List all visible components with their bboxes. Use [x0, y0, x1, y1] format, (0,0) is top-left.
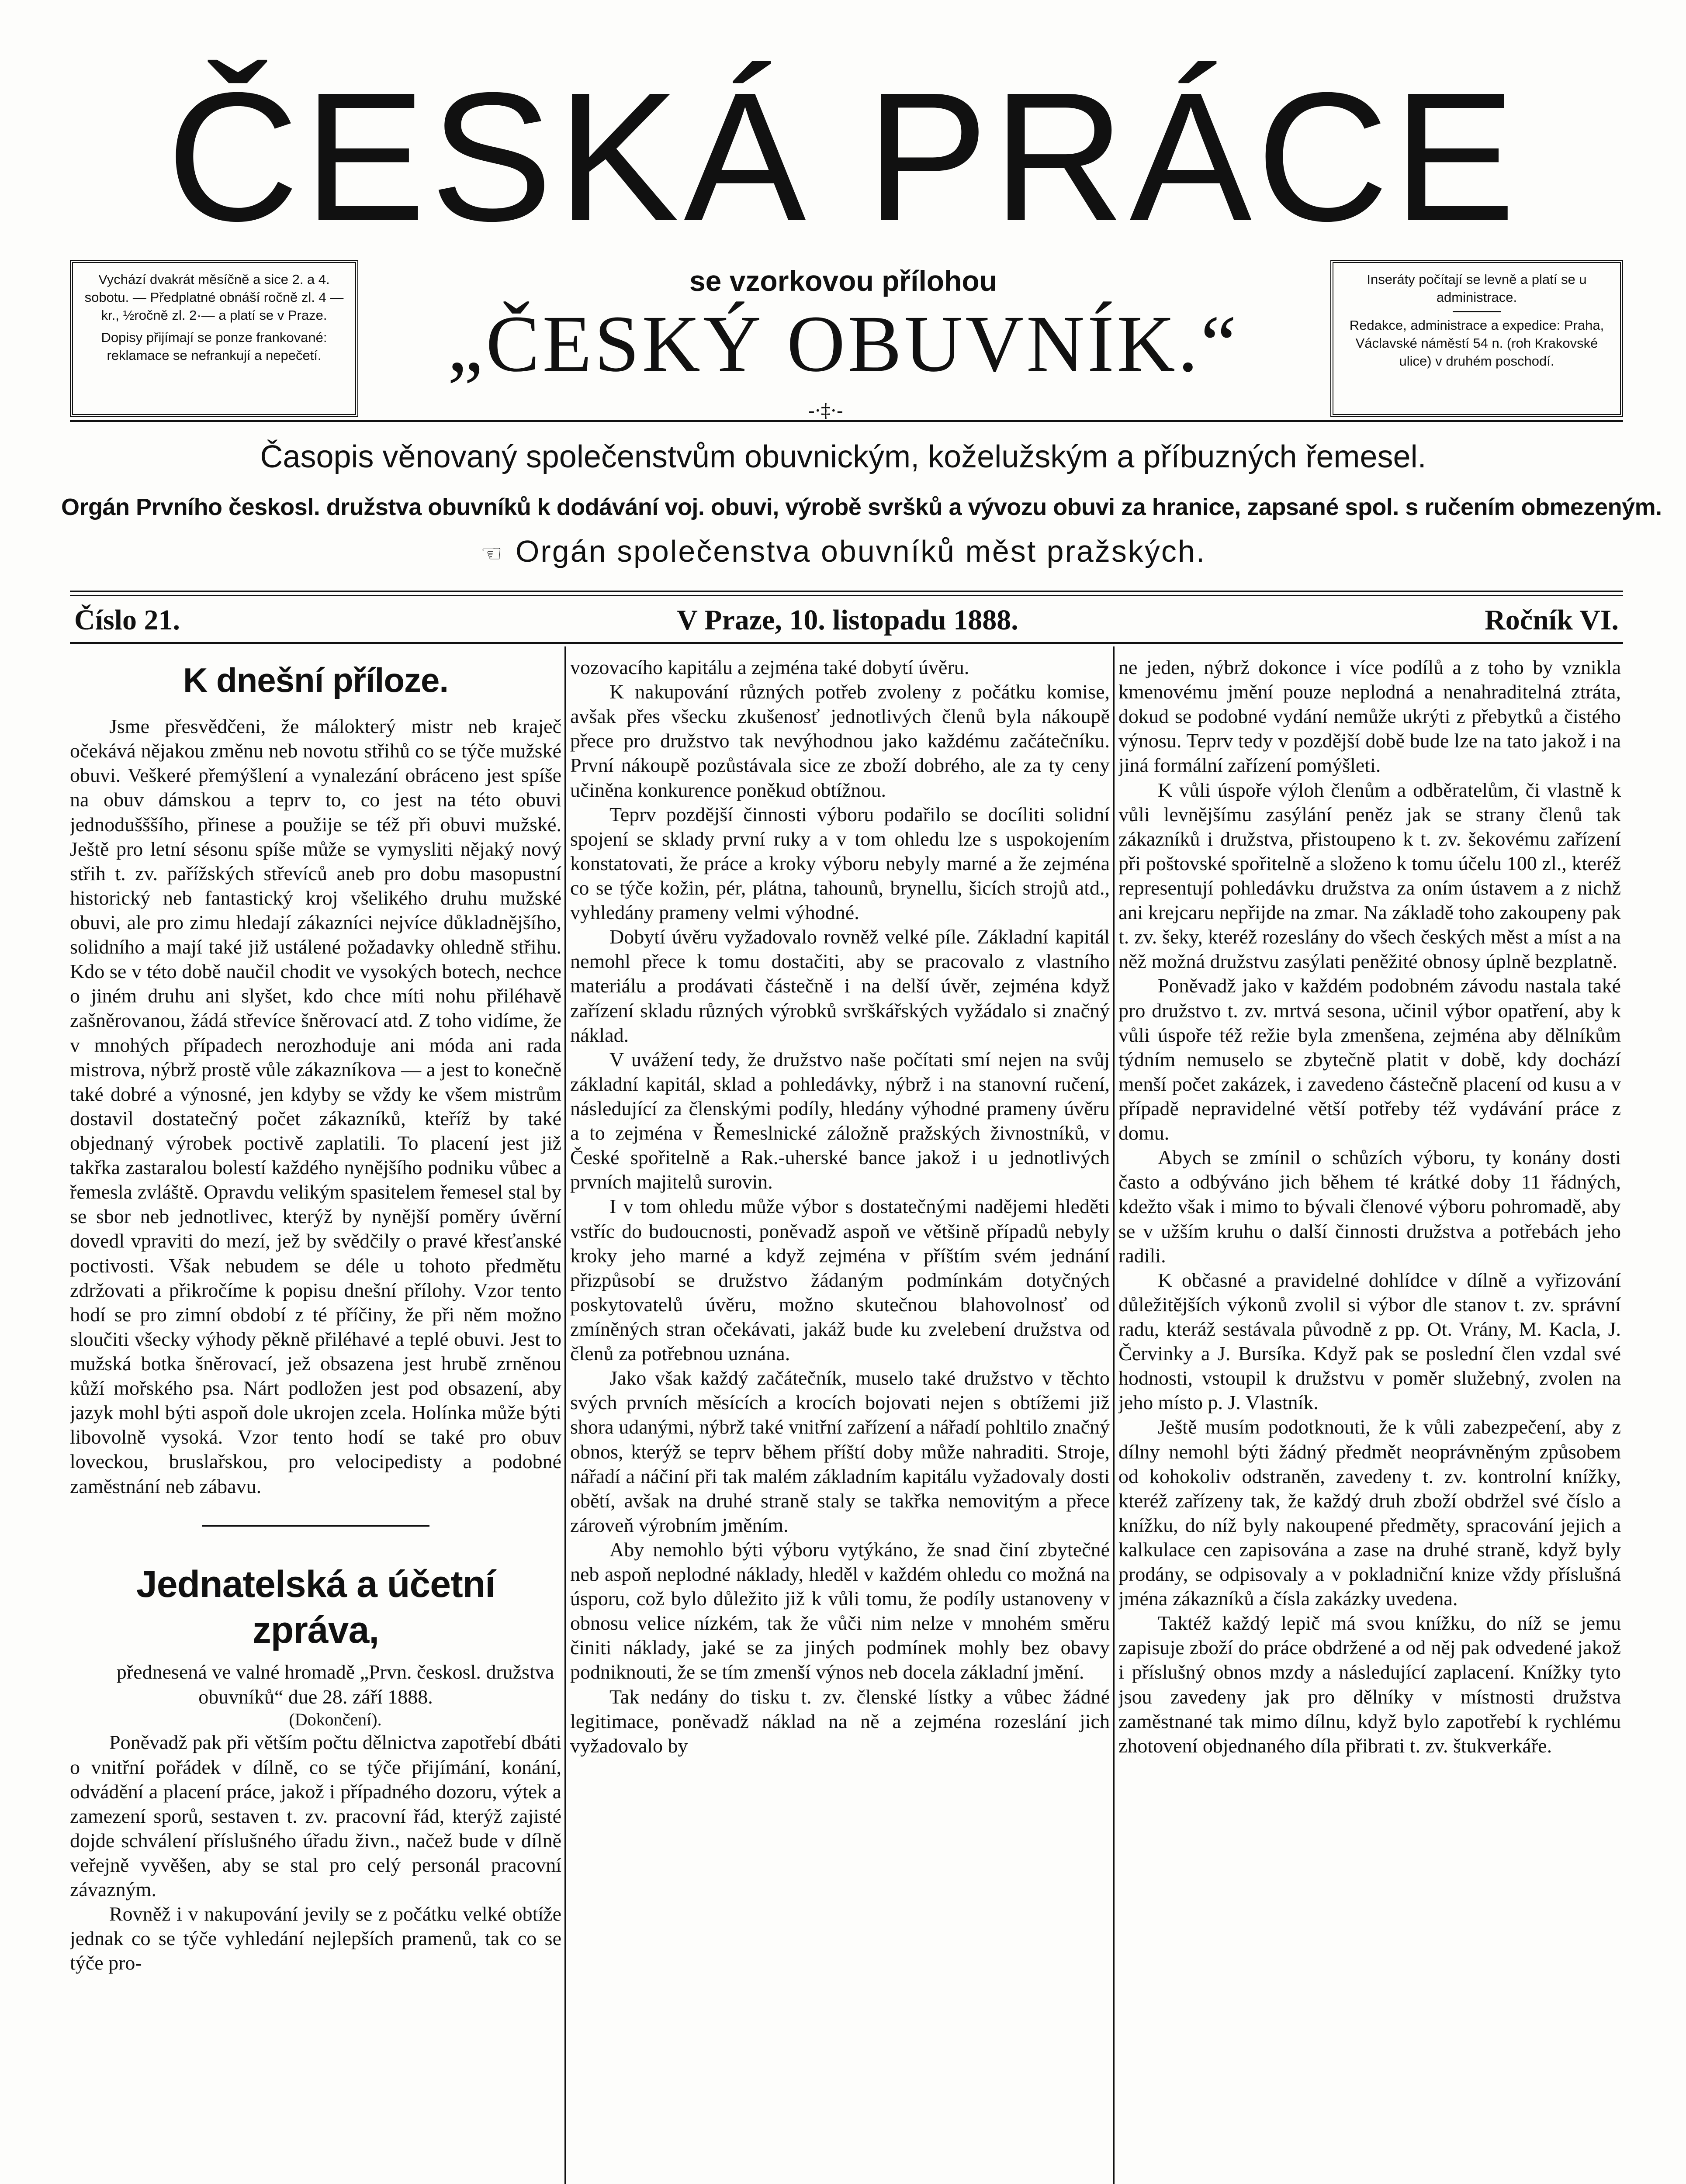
article-paragraph: Dobytí úvěru vyžadovalo rovněž velké píle. Základní kapitál nemohl přece k tomu dostačiti, aby se pracovalo z vlastního materiálu a prodávati částečně i na delší úvěr, zejména když zařízení skladu různých výrobků svrškářských vyžádalo si značný náklad.	[570, 926, 1110, 1046]
masthead-title: ČESKÁ PRÁCE	[166, 55, 1520, 259]
divider	[70, 591, 1623, 592]
article-paragraph: Poněvadž pak při větším počtu dělnictva zapotřebí dbáti o vnitřní pořádek v dílně, co se týče přijímání, konání, odvádění a placení práce, jakož i případného dozoru, výtek a zamezení sporů, sestaven t. zv. pracovní řád, kterýž zajisté dojde schválení příslušného úřadu živn., načež bude v dílně veřejně vyvěšen, aby se stal pro celý personál pracovní závazným.	[70, 1731, 561, 1901]
subscription-info-box	[70, 260, 358, 417]
ornament: -·‡·-	[808, 400, 843, 422]
column-3	[1118, 655, 1621, 2184]
article-paragraph: ne jeden, nýbrž dokonce i více podílů a z toho by vznikla kmenovému jmění pouze neplodná a nenahraditelná ztráta, dokud se podobné vydání nemůže ukrýti z přebytků a čistého výnosu. Teprv tedy v pozdější době bude lze na tato jakož i na jiná formální zařízení pomýšleti.	[1118, 656, 1621, 777]
column-1	[70, 655, 561, 2184]
administration-info-box	[1330, 260, 1623, 417]
issue-date: V Praze, 10. listopadu 1888.	[677, 604, 1018, 636]
box-separator	[1453, 311, 1501, 312]
article-paragraph: K nakupování různých potřeb zvoleny z počátku komise, avšak přes všecku zkušenosť jednotlivých členů byla nákoupě přece pro družstvo tak nevýhodnou jako každému začátečníku. První nákoupě pozůstávala sice ze zboží dobrého, ale za ty ceny učiněna konkurence poněkud obtížnou.	[570, 681, 1110, 801]
article-paragraph: V uvážení tedy, že družstvo naše počítati smí nejen na svůj základní kapitál, sklad a pohledávky, nýbrž i na stanovní ručení, následující za členskými podíly, hledány výhodné prameny úvěru a to zejména v Řemeslnické záložně pražských živnostníků, v České spořitelně a Rak.-uherské bance jakož i u jednotlivých prvních majitelů surovin.	[570, 1048, 1110, 1193]
supplement-line: se vzorkovou přílohou	[689, 265, 997, 297]
divider	[70, 642, 1623, 644]
issue-number: Číslo 21.	[74, 604, 180, 636]
subscription-text: Vychází dvakrát měsíčně a sice 2. a 4. sobotu. — Předplatné obnáší ročně zl. 4 — kr., ½ročně zl. 2·— a platí se v Praze.	[84, 272, 344, 323]
article-paragraph: Abych se zmínil o schůzích výboru, ty konány dosti často a odbýváno jich během té krátké doby 11 řádných, kdežto však i mimo to bývali členové výboru pohromadě, aby se v užším kruhu o další činnosti družstva a potřebách jeho radili.	[1118, 1146, 1621, 1267]
supplement-title: „ČESKÝ OBUVNÍK.“	[447, 299, 1239, 389]
column-divider	[1113, 646, 1115, 2184]
section-divider	[202, 1525, 429, 1527]
article-paragraph: Jsme přesvědčeni, že málokterý mistr neb kraječ očekává nějakou změnu neb novotu střihů co se týče mužské obuvi. Veškeré přemýšlení a vynalezání obráceno jest spíše na obuv dámskou a teprv to, co jest na této obuvi jednodušššího, přinese a použije se též při obuvi mužské. Ještě pro letní sésonu spíše může se vymysliti nějaký nový střih t. zv. pařížských střevíců aneb pro dobu masopustní historický neb fantastický kroj všelikého druhu mužské obuvi, ale pro zimu hledají zákazníci nejvíce důkladnějšího, solidního a mají také již ustálené požadavky ohledně střihu. Kdo se v této době naučil chodit ve vysokých botech, nechce o jiném druhu ani slyšet, kdo chce míti nohu přiléhavě zašněrovanou, žádá střevíce šněrovací atd. Z toho vidíme, že v mnohých případech nerozhoduje ani móda ani rada mistrova, nýbrž prostě vůle zákazníkova — a jest to konečně také dobré a výnosné, jen kdyby se vždy ke všem mistrům dostavil dostatečný počet zákazníků, kteříž by také objednaný výrobek poctivě zaplatili. To placení jest již takřka zastaralou bolestí každého nynějšího podniku vůbec a řemesla zvláště. Opravdu velikým spasitelem řemesel stal by se sbor neb jednotlivec, kterýž by nynější poměry úvěrní dovedl vpraviti do mezí, jež by svědčily o pravé křesťanské poctivosti. Však nebudem se déle u tohoto předmětu zdržovati a přikročíme k popisu dnešní přílohy. Vzor tento hodí se pro zimní období z té příčiny, že při něm možno sloučiti všecky výhody pěkně přiléhavé a teplé obuvi. Jest to mužská botka šněrovací, jež obsazena jest hrubě zrněnou kůží mořského psa. Nárt podložen jest pod obsazení, aby jazyk mohl býti aspoň dole ukrojen zcela. Holínka může býti libovolně vysoká. Vzor tento hodí se také pro obuv loveckou, bruslařskou, pro velocipedisty a podobné zaměstnání neb zábavu.	[70, 715, 561, 1497]
article-paragraph: Teprv pozdější činnosti výboru podařilo se docíliti solidní spojení se sklady první ruky a v tom ohledu lze s uspokojením konstatovati, že práce a kroky výboru nebyly marné a že zejména co se týče kožin, pér, plátna, tahounů, brynellu, šicích strojů atd., vyhledány prameny velmi výhodné.	[570, 803, 1110, 924]
article-title: K dnešní příloze.	[183, 661, 449, 699]
advertising-text: Inseráty počítají se levně a platí se u administrace.	[1367, 272, 1587, 305]
report-title: Jednatelská a účetní zpráva,	[136, 1563, 495, 1651]
article-paragraph: Aby nemohlo býti výboru vytýkáno, že snad činí zbytečné neb aspoň neplodné náklady, hleděl v každém ohledu co možná na úsporu, což bylo důležito již k vůli tomu, že podíly ustanoveny v obnosu velice nízkém, tak že vůči nim nelze v mnohém směru činiti náklady, jaké se za jiných podmínek mohly bez obavy podniknouti, že se tím zmenší výnos neb docela základní jmění.	[570, 1538, 1110, 1683]
article-paragraph: Ještě musím podotknouti, že k vůli zabezpečení, aby z dílny nemohl býti žádný předmět neoprávněným způsobem od kohokoliv odstraněn, zavedeny t. zv. kontrolní knížky, kteréž zařízeny tak, že každý druh zboží obdržel své číslo a knížku, do níž byly nakoupené předměty, spracování jejich a kalkulace cen zapisována a zase na druhé straně, když byly prodány, se odpisovaly a v pokladniční knize vždy příslušná jména zákazníků a čísla zakázky uvedena.	[1118, 1416, 1621, 1610]
column-divider	[564, 646, 566, 2184]
issue-volume: Ročník VI.	[1485, 604, 1619, 636]
article-paragraph: Jako však každý začátečník, muselo také družstvo v těchto svých prvních měsících a krocích bojovati nejen s obtížemi již shora udanými, nýbrž také vnitřní zařízení a nářadí pohltilo značný obnos, kterýž se teprv během příští doby může nahraditi. Stroje, nářadí a náčiní při tak malém základním kapitálu vyžadovaly dosti obětí, avšak na druhé straně staly se takřka nemovitým a přece zároveň výrobním jměním.	[570, 1367, 1110, 1536]
article-paragraph: vozovacího kapitálu a zejména také dobytí úvěru.	[570, 656, 969, 678]
organ-line-guild	[61, 534, 1625, 569]
divider	[70, 595, 1623, 596]
article-paragraph: K občasné a pravidelné dohlídce v dílně a vyřizování důležitějších výkonů zvolil si výbor dle stanov t. zv. správní radu, kteráž sestávala původně z pp. Ot. Vrány, M. Kacla, J. Červinky a J. Bursíka. Když pak se poslední člen vzdal své hodnosti, vstoupil k družstvu v poměr služebný, zvolen na jeho místo p. J. Vlastník.	[1118, 1268, 1621, 1414]
article-paragraph: Taktéž každý lepič má svou knížku, do níž se jemu zapisuje zboží do práce obdržené a od něj pak odvedené jakož i příslušný obnos mzdy a následující zaplacení. Knížky tyto jsou zavedeny jak pro dělníky v místnosti družstva zaměstnané tak mimo dílnu, když bylo zapotřebí k rychlému zhotovení objednaného díla přibrati t. zv. štukverkáře.	[1118, 1612, 1621, 1757]
report-continuation-note: (Dokončení).	[289, 1709, 382, 1729]
article-paragraph: Rovněž i v nakupování jevily se z počátku velké obtíže jednak co se týče vyhledání nejlepších pramenů, tak co se týče pro-	[70, 1903, 561, 1974]
article-paragraph: Poněvadž jako v každém podobném závodu nastala také pro družstvo t. zv. mrtvá sesona, učinil výbor opatření, aby k vůli úspoře též režie byla zmenšena, zejména aby dělníkům týdním nemuselo se zbytečně platit v době, kdy dochází menší počet zakázek, i zavedeno částečně placení od kusu a v případě nepravidelné větší potřeby též vydávání práce z domu.	[1118, 975, 1621, 1144]
letters-text: Dopisy přijímají se ponze frankované: reklamace se nefrankují a nepečetí.	[101, 329, 327, 363]
organ-line-cooperative: Orgán Prvního českosl. družstva obuvníků k dodávání voj. obuvi, výrobě svršků a vývozu obuvi za hranice, zapsané spol. s ručením obmezeným.	[61, 494, 1662, 520]
column-2	[570, 655, 1110, 2184]
report-intro: přednesená ve valné hromadě „Prvn. českosl. družstva obuvníků“ due 28. září 1888.	[116, 1661, 554, 1708]
divider	[70, 420, 1623, 422]
article-paragraph: I v tom ohledu může výbor s dostatečnými nadějemi hleděti vstříc do budoucnosti, poněvadž aspoň ve většině případů nebyly kroky jeho marné a když zejména v příštím svém jednání přizpůsobí se družstvo žádaným podmínkám dotyčných poskytovatelů úvěru, možno skutečnou blahovolnosť od zmíněných stran očekávati, jakáž bude ku zvelebení družstva od členů za potřebnou uznána.	[570, 1195, 1110, 1365]
editorial-address-text: Redakce, administrace a expedice: Praha, Václavské náměstí 54 n. (roh Krakovské ulice) v druhém poschodí.	[1349, 317, 1604, 369]
article-paragraph: K vůli úspoře výloh členům a odběratelům, či vlastně k vůli levnějšímu zasýlání peněz jak se strany členů tak zákazníků i družstva, přistoupeno k t. zv. šekovému zařízení při poštovské spořitelně a složeno k tomu účelu 100 zl., kteréž representují pohledávku družstva za oním ústavem a z nichž ani krejcaru nepřijde na zmar. Na základě toho zakoupeny pak t. zv. šeky, kteréž rozeslány do všech českých měst a míst a na něž možná družstvu zasýlati peněžité obnosy úplně bezplatně.	[1118, 778, 1621, 973]
masthead-subtitle: Časopis věnovaný společenstvům obuvnickým, koželužským a příbuzných řemesel.	[260, 439, 1426, 474]
article-paragraph: Tak nedány do tisku t. zv. členské lístky a vůbec žádné legitimace, poněvadž náklad na ně a zejména rozeslání jich vyžadovalo by	[570, 1685, 1110, 1757]
pointing-hand-icon: ☜	[480, 539, 502, 567]
organ-line-guild-text: Orgán společenstva obuvníků měst pražských.	[515, 534, 1206, 568]
issue-line	[70, 604, 1623, 639]
